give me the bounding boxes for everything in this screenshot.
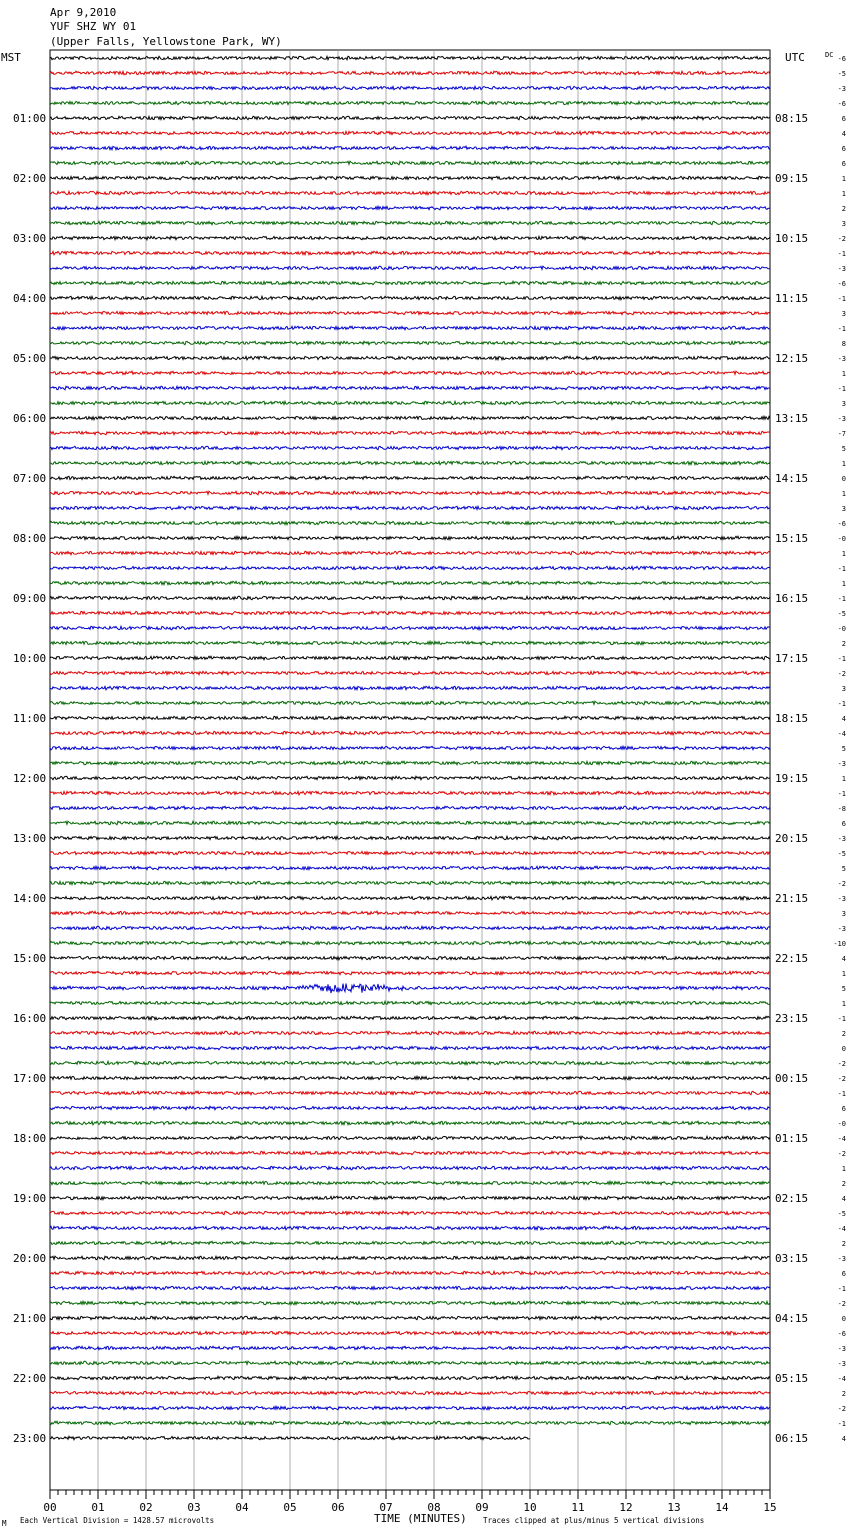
- dc-offset-label: -1: [837, 655, 846, 663]
- dc-offset-label: -3: [837, 415, 846, 423]
- utc-hour-label: 18:15: [775, 712, 809, 725]
- trace-line: [50, 671, 770, 674]
- dc-offset-label: -6: [837, 280, 846, 288]
- vertical-division-note: Each Vertical Division = 1428.57 microvolts: [20, 1516, 215, 1525]
- trace-line: [50, 776, 770, 779]
- trace-line: [50, 281, 770, 284]
- trace-line: [50, 596, 770, 600]
- trace-line: [50, 506, 770, 509]
- dc-offset-label: -0: [837, 1120, 846, 1128]
- mst-hour-label: 04:00: [13, 292, 47, 305]
- trace-line: [50, 791, 770, 795]
- dc-offset-label: -0: [837, 625, 846, 633]
- dc-offset-label: -6: [837, 55, 846, 63]
- trace-line: [50, 1256, 770, 1260]
- trace-line: [50, 191, 770, 194]
- dc-offset-label: 1: [841, 370, 846, 378]
- trace-line: [50, 521, 770, 524]
- trace-line: [50, 821, 770, 825]
- trace-line: [50, 641, 770, 645]
- dc-offset-label: 2: [841, 640, 846, 648]
- trace-line: [50, 656, 770, 659]
- dc-offset-label: -1: [837, 1285, 846, 1293]
- dc-offset-label: -1: [837, 565, 846, 573]
- dc-offset-label: -5: [837, 70, 846, 78]
- corner-mark: M: [2, 1519, 7, 1528]
- dc-offset-label: 0: [841, 475, 846, 483]
- dc-offset-label: -1: [837, 325, 846, 333]
- dc-offset-label: -1: [837, 1090, 846, 1098]
- trace-line: [50, 131, 770, 135]
- x-tick-label: 11: [571, 1501, 585, 1514]
- trace-line: [50, 326, 770, 329]
- trace-line: [50, 476, 770, 479]
- utc-hour-label: 03:15: [775, 1252, 809, 1265]
- x-axis-title: TIME (MINUTES): [374, 1512, 467, 1525]
- trace-line: [50, 626, 770, 629]
- x-tick-label: 12: [619, 1501, 633, 1514]
- dc-offset-label: -8: [837, 805, 846, 813]
- trace-line: [50, 86, 770, 89]
- utc-hour-label: 06:15: [775, 1432, 809, 1445]
- trace-line: [50, 551, 770, 554]
- trace-line: [50, 71, 770, 75]
- trace-line: [50, 461, 770, 465]
- trace-line: [50, 1241, 770, 1245]
- trace-line: [50, 836, 770, 839]
- utc-hour-label: 13:15: [775, 412, 809, 425]
- dc-offset-label: -2: [837, 1405, 846, 1413]
- trace-line: [50, 401, 770, 404]
- dc-offset-label: -4: [837, 730, 846, 738]
- trace-line: [50, 806, 770, 810]
- dc-offset-label: -2: [837, 1150, 846, 1158]
- x-tick-label: 13: [667, 1501, 681, 1514]
- trace-line: [50, 356, 770, 360]
- x-tick-label: 10: [523, 1501, 537, 1514]
- date-text: Apr 9,2010: [50, 6, 117, 19]
- dc-offset-label: 2: [841, 1390, 846, 1398]
- trace-line: [50, 1286, 770, 1289]
- utc-hour-labels: [775, 112, 808, 1445]
- mst-hour-label: 20:00: [13, 1252, 47, 1265]
- dc-offset-label: 0: [841, 1315, 846, 1323]
- dc-offset-label: -4: [837, 1135, 846, 1143]
- dc-offset-label: -3: [837, 895, 846, 903]
- utc-hour-label: 00:15: [775, 1072, 809, 1085]
- trace-line: [50, 701, 770, 705]
- dc-offset-label: 1: [841, 550, 846, 558]
- dc-label: DC: [825, 51, 834, 59]
- trace-line: [50, 236, 770, 239]
- trace-line: [50, 341, 770, 344]
- trace-line: [50, 1121, 770, 1125]
- trace-line: [50, 431, 770, 435]
- dc-offset-label: 3: [841, 505, 846, 513]
- trace-line: [50, 206, 770, 210]
- dc-offset-label: 2: [841, 1030, 846, 1038]
- trace-line: [50, 266, 770, 270]
- dc-offset-label: -4: [837, 1225, 846, 1233]
- trace-line: [50, 881, 770, 884]
- dc-offset-label: -2: [837, 670, 846, 678]
- trace-line: [50, 116, 770, 119]
- trace-line: [50, 221, 770, 224]
- dc-offset-label: -1: [837, 595, 846, 603]
- trace-line: [50, 311, 770, 315]
- dc-offset-label: -5: [837, 1210, 846, 1218]
- dc-offset-label: 2: [841, 1180, 846, 1188]
- dc-offset-label: -3: [837, 925, 846, 933]
- trace-line: [50, 1271, 770, 1274]
- dc-offset-label: 6: [841, 145, 846, 153]
- dc-offset-label: 6: [841, 1270, 846, 1278]
- utc-hour-label: 14:15: [775, 472, 809, 485]
- dc-offset-label: -3: [837, 1360, 846, 1368]
- trace-line: [50, 1376, 770, 1379]
- trace-line: [50, 566, 770, 570]
- dc-offset-label: 3: [841, 220, 846, 228]
- trace-line: [50, 101, 770, 104]
- dc-offset-label: 3: [841, 310, 846, 318]
- utc-hour-label: 05:15: [775, 1372, 809, 1385]
- trace-line: [50, 1001, 770, 1005]
- dc-offset-label: 2: [841, 205, 846, 213]
- trace-line: [50, 926, 770, 930]
- mst-hour-label: 03:00: [13, 232, 47, 245]
- mst-hour-label: 14:00: [13, 892, 47, 905]
- trace-line: [50, 1421, 770, 1424]
- dc-offset-label: -3: [837, 1255, 846, 1263]
- dc-offset-label: -1: [837, 1420, 846, 1428]
- trace-line: [50, 851, 770, 854]
- mst-hour-label: 13:00: [13, 832, 47, 845]
- trace-line: [50, 1406, 770, 1410]
- dc-offset-label: 4: [841, 955, 846, 963]
- x-tick-label: 06: [331, 1501, 345, 1514]
- dc-offset-label: -2: [837, 880, 846, 888]
- dc-offset-label: 6: [841, 1105, 846, 1113]
- dc-offset-label: 1: [841, 490, 846, 498]
- dc-offset-label: 3: [841, 685, 846, 693]
- utc-hour-label: 23:15: [775, 1012, 809, 1025]
- dc-offset-label: 4: [841, 715, 846, 723]
- trace-line: [50, 731, 770, 734]
- dc-offset-label: 5: [841, 985, 846, 993]
- dc-offset-label: 1: [841, 1000, 846, 1008]
- seismic-traces: [50, 56, 770, 1439]
- dc-offset-label: 0: [841, 1045, 846, 1053]
- trace-line: [50, 536, 770, 540]
- dc-offset-label: 4: [841, 130, 846, 138]
- dc-offset-label: -4: [837, 1375, 846, 1383]
- x-tick-label: 09: [475, 1501, 489, 1514]
- utc-hour-label: 08:15: [775, 112, 809, 125]
- dc-offset-label: 1: [841, 775, 846, 783]
- mst-hour-label: 17:00: [13, 1072, 47, 1085]
- x-tick-label: 08: [427, 1501, 441, 1514]
- dc-offset-label: -6: [837, 520, 846, 528]
- x-tick-label: 00: [43, 1501, 57, 1514]
- trace-line: [50, 716, 770, 719]
- dc-offset-label: 5: [841, 445, 846, 453]
- dc-offset-label: 3: [841, 910, 846, 918]
- mst-hour-label: 15:00: [13, 952, 47, 965]
- trace-line: [50, 911, 770, 914]
- trace-line: [50, 1076, 770, 1080]
- mst-hour-label: 23:00: [13, 1432, 47, 1445]
- dc-offset-label: -2: [837, 1075, 846, 1083]
- trace-line: [50, 56, 770, 59]
- trace-line: [50, 1016, 770, 1020]
- mst-hour-label: 19:00: [13, 1192, 47, 1205]
- mst-hour-label: 16:00: [13, 1012, 47, 1025]
- dc-offset-label: -3: [837, 85, 846, 93]
- dc-offset-label: -3: [837, 835, 846, 843]
- x-tick-label: 15: [763, 1501, 777, 1514]
- dc-offset-label: 1: [841, 1165, 846, 1173]
- dc-offset-label: 1: [841, 970, 846, 978]
- mst-hour-label: 10:00: [13, 652, 47, 665]
- dc-offset-label: 2: [841, 1240, 846, 1248]
- mst-hour-label: 07:00: [13, 472, 47, 485]
- dc-offset-label: -3: [837, 355, 846, 363]
- mst-hour-label: 02:00: [13, 172, 47, 185]
- trace-line: [50, 1331, 770, 1335]
- mst-hour-label: 11:00: [13, 712, 47, 725]
- utc-hour-label: 11:15: [775, 292, 809, 305]
- dc-offset-label: 1: [841, 190, 846, 198]
- trace-line: [50, 491, 770, 495]
- trace-line: [50, 1046, 770, 1049]
- trace-line: [50, 896, 770, 900]
- trace-line: [50, 1196, 770, 1199]
- trace-line: [50, 761, 770, 764]
- mst-hour-label: 05:00: [13, 352, 47, 365]
- utc-hour-label: 20:15: [775, 832, 809, 845]
- trace-line: [50, 416, 770, 419]
- utc-hour-label: 02:15: [775, 1192, 809, 1205]
- location-text: (Upper Falls, Yellowstone Park, WY): [50, 35, 282, 48]
- trace-line: [50, 1091, 770, 1094]
- mst-hour-label: 06:00: [13, 412, 47, 425]
- mst-hour-label: 22:00: [13, 1372, 47, 1385]
- dc-offset-label: -5: [837, 850, 846, 858]
- dc-offset-label: -1: [837, 250, 846, 258]
- mst-hour-label: 18:00: [13, 1132, 47, 1145]
- utc-hour-label: 04:15: [775, 1312, 809, 1325]
- utc-hour-label: 17:15: [775, 652, 809, 665]
- dc-offset-label: -3: [837, 265, 846, 273]
- x-tick-label: 03: [187, 1501, 201, 1514]
- trace-line: [50, 1106, 770, 1109]
- mst-hour-labels: [13, 112, 46, 1445]
- dc-offset-label: -1: [837, 700, 846, 708]
- trace-line: [50, 984, 770, 994]
- dc-offset-label: -6: [837, 1330, 846, 1338]
- mst-hour-label: 08:00: [13, 532, 47, 545]
- dc-offset-label: 4: [841, 1195, 846, 1203]
- dc-offset-label: 6: [841, 820, 846, 828]
- dc-offset-label: -7: [837, 430, 846, 438]
- trace-line: [50, 941, 770, 944]
- trace-line: [50, 1166, 770, 1169]
- dc-offset-label: -6: [837, 100, 846, 108]
- trace-line: [50, 1361, 770, 1365]
- x-tick-label: 05: [283, 1501, 297, 1514]
- mst-hour-label: 12:00: [13, 772, 47, 785]
- right-timezone-label: UTC: [785, 51, 805, 64]
- trace-line: [50, 611, 770, 614]
- trace-line: [50, 1226, 770, 1230]
- trace-line: [50, 1151, 770, 1154]
- dc-offset-label: -10: [833, 940, 846, 948]
- trace-line: [50, 1181, 770, 1185]
- dc-offset-label: 1: [841, 460, 846, 468]
- dc-offset-label: -0: [837, 535, 846, 543]
- trace-line: [50, 1301, 770, 1305]
- mst-hour-label: 01:00: [13, 112, 47, 125]
- dc-offset-label: -1: [837, 790, 846, 798]
- x-axis: [43, 1490, 776, 1514]
- trace-line: [50, 371, 770, 375]
- utc-hour-label: 15:15: [775, 532, 809, 545]
- dc-offset-label: -3: [837, 760, 846, 768]
- dc-offset-label: 4: [841, 1435, 846, 1443]
- utc-hour-label: 21:15: [775, 892, 809, 905]
- trace-line: [50, 1031, 770, 1035]
- trace-line: [50, 446, 770, 449]
- dc-offset-label: 5: [841, 865, 846, 873]
- trace-line: [50, 1061, 770, 1064]
- x-tick-label: 01: [91, 1501, 105, 1514]
- trace-line: [50, 146, 770, 150]
- trace-line: [50, 161, 770, 165]
- mst-hour-label: 21:00: [13, 1312, 47, 1325]
- trace-line: [50, 386, 770, 390]
- trace-line: [50, 176, 770, 179]
- trace-line: [50, 686, 770, 690]
- x-tick-label: 04: [235, 1501, 249, 1514]
- dc-offset-label: 3: [841, 400, 846, 408]
- trace-line: [50, 1346, 770, 1349]
- trace-line: [50, 956, 770, 959]
- trace-line: [50, 1136, 770, 1140]
- utc-hour-label: 10:15: [775, 232, 809, 245]
- dc-offset-label: -2: [837, 235, 846, 243]
- trace-line: [50, 251, 770, 255]
- x-tick-label: 14: [715, 1501, 729, 1514]
- dc-offset-label: 6: [841, 160, 846, 168]
- dc-offset-label: -3: [837, 1345, 846, 1353]
- mst-hour-label: 09:00: [13, 592, 47, 605]
- dc-offset-labels: [833, 55, 846, 1443]
- dc-offset-label: 8: [841, 340, 846, 348]
- utc-hour-label: 22:15: [775, 952, 809, 965]
- trace-line: [50, 746, 770, 750]
- trace-line: [50, 296, 770, 299]
- dc-offset-label: -1: [837, 1015, 846, 1023]
- dc-offset-label: 6: [841, 115, 846, 123]
- dc-offset-label: -1: [837, 385, 846, 393]
- dc-offset-label: 1: [841, 175, 846, 183]
- utc-hour-label: 19:15: [775, 772, 809, 785]
- trace-line: [50, 866, 770, 870]
- trace-line: [50, 581, 770, 585]
- utc-hour-label: 12:15: [775, 352, 809, 365]
- dc-offset-label: 1: [841, 580, 846, 588]
- dc-offset-label: -5: [837, 610, 846, 618]
- dc-offset-label: -2: [837, 1060, 846, 1068]
- left-timezone-label: MST: [1, 51, 21, 64]
- trace-line: [50, 1211, 770, 1214]
- dc-offset-label: -2: [837, 1300, 846, 1308]
- utc-hour-label: 16:15: [775, 592, 809, 605]
- trace-line: [50, 971, 770, 975]
- x-tick-label: 07: [379, 1501, 393, 1514]
- trace-line: [50, 1391, 770, 1394]
- utc-hour-label: 09:15: [775, 172, 809, 185]
- clip-note: Traces clipped at plus/minus 5 vertical divisions: [483, 1516, 705, 1525]
- dc-offset-label: -1: [837, 295, 846, 303]
- station-text: YUF SHZ WY 01: [50, 20, 137, 33]
- utc-hour-label: 01:15: [775, 1132, 809, 1145]
- trace-line: [50, 1316, 770, 1319]
- x-tick-label: 02: [139, 1501, 153, 1514]
- dc-offset-label: 5: [841, 745, 846, 753]
